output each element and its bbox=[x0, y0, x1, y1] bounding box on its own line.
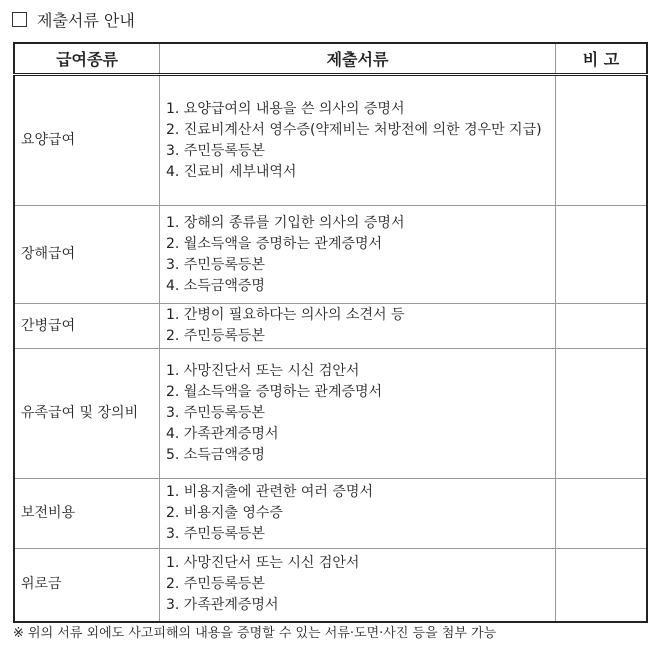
benefit-type: 장해급여 bbox=[14, 206, 160, 304]
checkbox-icon bbox=[12, 12, 27, 27]
document-item: 3. 주민등록등본 bbox=[166, 526, 265, 542]
benefit-type: 위로금 bbox=[14, 549, 160, 622]
documents-table bbox=[13, 42, 648, 623]
remarks-cell bbox=[556, 304, 648, 349]
documents-cell bbox=[160, 304, 556, 349]
table-row bbox=[14, 206, 647, 304]
benefit-type: 요양급여 bbox=[14, 75, 160, 206]
document-item: 1. 간병이 필요하다는 의사의 소견서 등 bbox=[166, 307, 405, 323]
table-row bbox=[14, 75, 647, 206]
remarks-cell bbox=[556, 75, 648, 206]
section-title-text: 제출서류 안내 bbox=[37, 11, 135, 30]
document-item: 2. 월소득액을 증명하는 관계증명서 bbox=[166, 235, 383, 252]
document-item: 1. 요양급여의 내용을 쓴 의사의 증명서 bbox=[166, 100, 405, 117]
document-item: 5. 소득금액증명 bbox=[166, 447, 265, 463]
document-item: 2. 주민등록등본 bbox=[166, 576, 265, 593]
remarks-cell bbox=[556, 206, 648, 304]
documents-cell bbox=[160, 206, 556, 304]
remarks-cell bbox=[556, 549, 648, 622]
documents-cell bbox=[160, 349, 556, 479]
benefit-type: 유족급여 및 장의비 bbox=[14, 349, 160, 479]
benefit-type: 보전비용 bbox=[14, 479, 160, 549]
document-item: 2. 진료비계산서 영수증(약제비는 처방전에 의한 경우만 지급) bbox=[166, 121, 542, 138]
table-header bbox=[14, 43, 647, 75]
section-title bbox=[12, 8, 135, 31]
remarks-cell bbox=[556, 349, 648, 479]
document-item: 2. 월소득액을 증명하는 관계증명서 bbox=[166, 384, 383, 400]
document-item: 4. 가족관계증명서 bbox=[166, 426, 279, 442]
document-item: 2. 주민등록등본 bbox=[166, 328, 265, 344]
table-row bbox=[14, 304, 647, 349]
document-item: 3. 주민등록등본 bbox=[166, 256, 265, 273]
document-item: 1. 비용지출에 관련한 여러 증명서 bbox=[166, 484, 373, 500]
document-item: 3. 주민등록등본 bbox=[166, 142, 265, 159]
remarks-cell bbox=[556, 479, 648, 549]
document-item: 4. 소득금액증명 bbox=[166, 277, 265, 294]
table-row bbox=[14, 349, 647, 479]
header-remarks: 비 고 bbox=[556, 43, 648, 75]
document-item: 2. 비용지출 영수증 bbox=[166, 505, 283, 521]
documents-cell bbox=[160, 479, 556, 549]
header-documents: 제출서류 bbox=[160, 43, 556, 75]
documents-cell bbox=[160, 75, 556, 206]
document-item: 1. 장해의 종류를 기입한 의사의 증명서 bbox=[166, 214, 405, 231]
document-item: 1. 사망진단서 또는 시신 검안서 bbox=[166, 363, 360, 379]
table-row bbox=[14, 549, 647, 622]
documents-cell bbox=[160, 549, 556, 622]
benefit-type: 간병급여 bbox=[14, 304, 160, 349]
footnote: ※ 위의 서류 외에도 사고피해의 내용을 증명할 수 있는 서류·도면·사진 등을 첨부 가능 bbox=[13, 626, 497, 641]
document-item: 3. 가족관계증명서 bbox=[166, 597, 279, 614]
table-row bbox=[14, 479, 647, 549]
document-item: 1. 사망진단서 또는 시신 검안서 bbox=[166, 555, 360, 572]
document-item: 3. 주민등록등본 bbox=[166, 405, 265, 421]
document-item: 4. 진료비 세부내역서 bbox=[166, 163, 297, 180]
header-benefit-type: 급여종류 bbox=[14, 43, 160, 75]
